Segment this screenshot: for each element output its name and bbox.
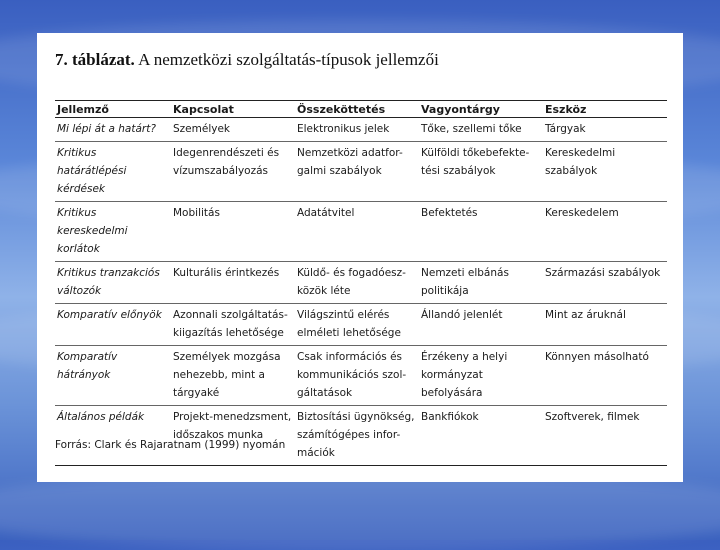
table-cell: Nemzetközi adatfor-galmi szabályok bbox=[295, 142, 419, 202]
table-cell: Elektronikus jelek bbox=[295, 118, 419, 142]
table-cell: Komparatív hátrányok bbox=[55, 346, 171, 406]
table-cell: Külföldi tőkebefekte-tési szabályok bbox=[419, 142, 543, 202]
table-row bbox=[55, 406, 667, 466]
header-row bbox=[55, 101, 667, 118]
table-cell: Komparatív előnyök bbox=[55, 304, 171, 346]
table-cell: Kritikus határátlépési kérdések bbox=[55, 142, 171, 202]
table-cell: Kritikus kereskedelmi korlátok bbox=[55, 202, 171, 262]
table-cell: Világszintű elérés elméleti lehetősége bbox=[295, 304, 419, 346]
header-cell: Jellemző bbox=[55, 101, 171, 118]
slide-card bbox=[37, 33, 683, 482]
table-cell: Személyek mozgása nehezebb, mint a tárgyaké bbox=[171, 346, 295, 406]
table-cell: Személyek bbox=[171, 118, 295, 142]
table-cell: Kulturális érintkezés bbox=[171, 262, 295, 304]
table-row bbox=[55, 304, 667, 346]
table-cell: Adatátvitel bbox=[295, 202, 419, 262]
table-cell: Állandó jelenlét bbox=[419, 304, 543, 346]
table-cell: Befektetés bbox=[419, 202, 543, 262]
table-cell: Azonnali szolgáltatás-kiigazítás lehetősége bbox=[171, 304, 295, 346]
header-cell: Eszköz bbox=[543, 101, 667, 118]
table-cell: Mobilitás bbox=[171, 202, 295, 262]
table-row bbox=[55, 142, 667, 202]
table-title bbox=[55, 50, 675, 70]
source-note: Forrás: Clark és Rajaratnam (1999) nyomán bbox=[55, 439, 286, 451]
table-cell: Általános példák bbox=[55, 406, 171, 466]
table-cell: Nemzeti elbánás politikája bbox=[419, 262, 543, 304]
header-cell: Kapcsolat bbox=[171, 101, 295, 118]
table-cell: Biztosítási ügynökség, számítógépes infor-mációk bbox=[295, 406, 419, 466]
table-cell: Csak információs és kommunikációs szol-gáltatások bbox=[295, 346, 419, 406]
table-caption: A nemzetközi szolgáltatás-típusok jellemzői bbox=[138, 50, 439, 69]
table-row bbox=[55, 346, 667, 406]
table-cell: Idegenrendészeti és vízumszabályozás bbox=[171, 142, 295, 202]
table-row bbox=[55, 118, 667, 142]
table-cell: Kereskedelmi szabályok bbox=[543, 142, 667, 202]
table-row bbox=[55, 202, 667, 262]
table-cell: Projekt-menedzsment, időszakos munka bbox=[171, 406, 295, 466]
table-cell: Mint az áruknál bbox=[543, 304, 667, 346]
table-cell: Könnyen másolható bbox=[543, 346, 667, 406]
table-cell: Mi lépi át a határt? bbox=[55, 118, 171, 142]
header-cell: Összeköttetés bbox=[295, 101, 419, 118]
table-number: 7. táblázat. bbox=[55, 50, 135, 69]
table-cell: Tárgyak bbox=[543, 118, 667, 142]
table-row bbox=[55, 262, 667, 304]
table-cell: Kritikus tranzakciós változók bbox=[55, 262, 171, 304]
table-cell: Bankfiókok bbox=[419, 406, 543, 466]
table-cell: Származási szabályok bbox=[543, 262, 667, 304]
table-cell: Tőke, szellemi tőke bbox=[419, 118, 543, 142]
table-cell: Küldő- és fogadóesz-közök léte bbox=[295, 262, 419, 304]
characteristics-table bbox=[55, 100, 667, 466]
table-cell: Érzékeny a helyi kormányzat befolyására bbox=[419, 346, 543, 406]
table-cell: Szoftverek, filmek bbox=[543, 406, 667, 466]
header-cell: Vagyontárgy bbox=[419, 101, 543, 118]
table-cell: Kereskedelem bbox=[543, 202, 667, 262]
